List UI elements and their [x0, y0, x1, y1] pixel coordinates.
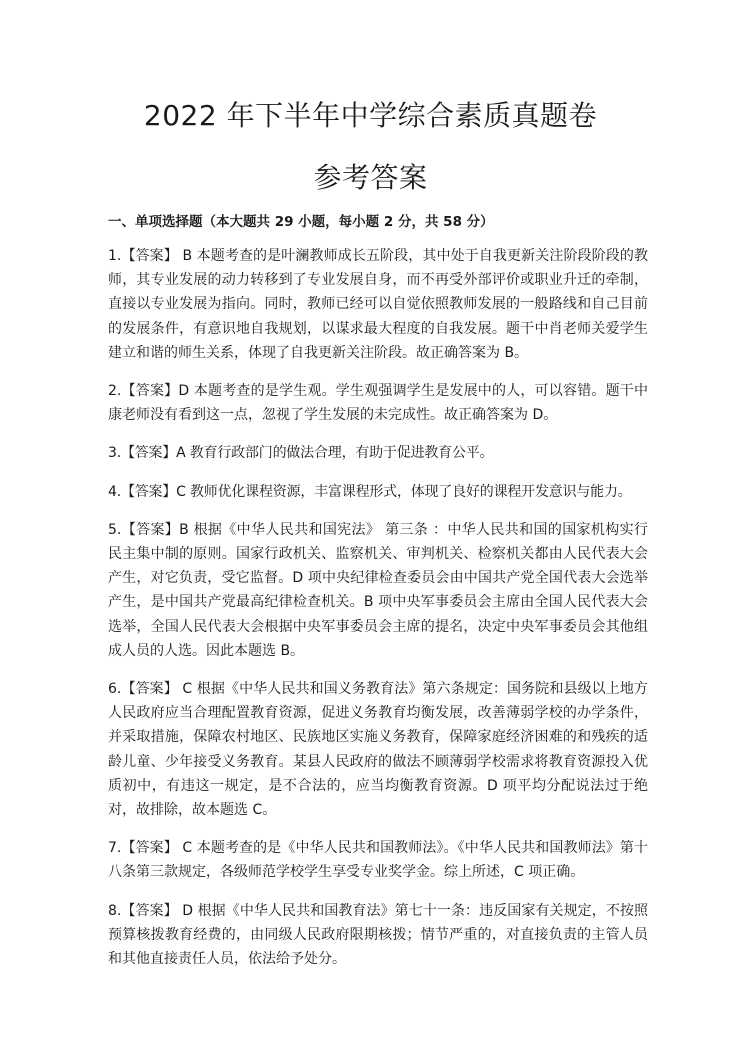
section-heading: 一、单项选择题（本大题共 29 小题，每小题 2 分，共 58 分）	[108, 214, 494, 230]
answer-item-1: 1.【答案】 B 本题考查的是叶澜教师成长五阶段，其中处于自我更新关注阶段阶段的教师，其专业发展的动力转移到了专业发展自身，而不再受外部评价或职业升迁的牵制，直接以专业发展为指向。同时，教师已经可以自觉依照教师发展的一般路线和自己目前的发展条件，有意识地自我规划，以谋求最大程度的自我发展。题干中肖老师关爱学生建立和谐的师生关系，体现了自我更新关注阶段。故正确答案为 B。	[108, 248, 648, 361]
document-title: 2022 年下半年中学综合素质真题卷	[143, 99, 598, 132]
answer-item-5: 5.【答案】B 根据《中华人民共和国宪法》 第三条 ：中华人民共和国的国家机构实行民主集中制的原则。国家行政机关、监察机关、审判机关、检察机关都由人民代表大会产生，对它负责，受它监督。D 项中央纪律检查委员会由中国共产党全国代表大会选举产生，是中国共产党最高纪律检查机关。B 项中央军事委员会主席由全国人民代表大会选举，全国人民代表大会根据中央军事委员会主席的提名，决定中央军事委员会其他组成人员的人选。因此本题选 B。	[108, 521, 648, 659]
document-subtitle: 参考答案	[313, 161, 428, 194]
answer-item-8: 8.【答案】 D 根据《中华人民共和国教育法》第七十一条：违反国家有关规定，不按照预算核拨教育经费的，由同级人民政府限期核拨；情节严重的，对直接负责的主管人员和其他直接责任人员，依法给予处分。	[108, 902, 648, 968]
answer-list	[108, 244, 648, 985]
answer-item-6: 6.【答案】 C 根据《中华人民共和国义务教育法》第六条规定：国务院和县级以上地方人民政府应当合理配置教育资源，促进义务教育均衡发展，改善薄弱学校的办学条件，并采取措施，保障农村地区、民族地区实施义务教育，保障家庭经济困难的和残疾的适龄儿童、少年接受义务教育。某县人民政府的做法不顾薄弱学校需求将教育资源投入优质初中，有违这一规定，是不合法的，应当均衡教育资源。D 项平均分配说法过于绝对，故排除，故本题选 C。	[108, 681, 648, 819]
answer-item-7: 7.【答案】 C 本题考查的是《中华人民共和国教师法》。《中华人民共和国教师法》第十八条第三款规定，各级师范学校学生享受专业奖学金。综上所述，C 项正确。	[108, 840, 648, 881]
answer-item-3: 3.【答案】A 教育行政部门的做法合理，有助于促进教育公平。	[108, 445, 494, 462]
answer-item-4: 4.【答案】C 教师优化课程资源，丰富课程形式，体现了良好的课程开发意识与能力。	[108, 483, 632, 500]
answer-item-2: 2.【答案】D 本题考查的是学生观。学生观强调学生是发展中的人，可以容错。题干中康老师没有看到这一点，忽视了学生发展的未完成性。故正确答案为 D。	[108, 383, 648, 424]
